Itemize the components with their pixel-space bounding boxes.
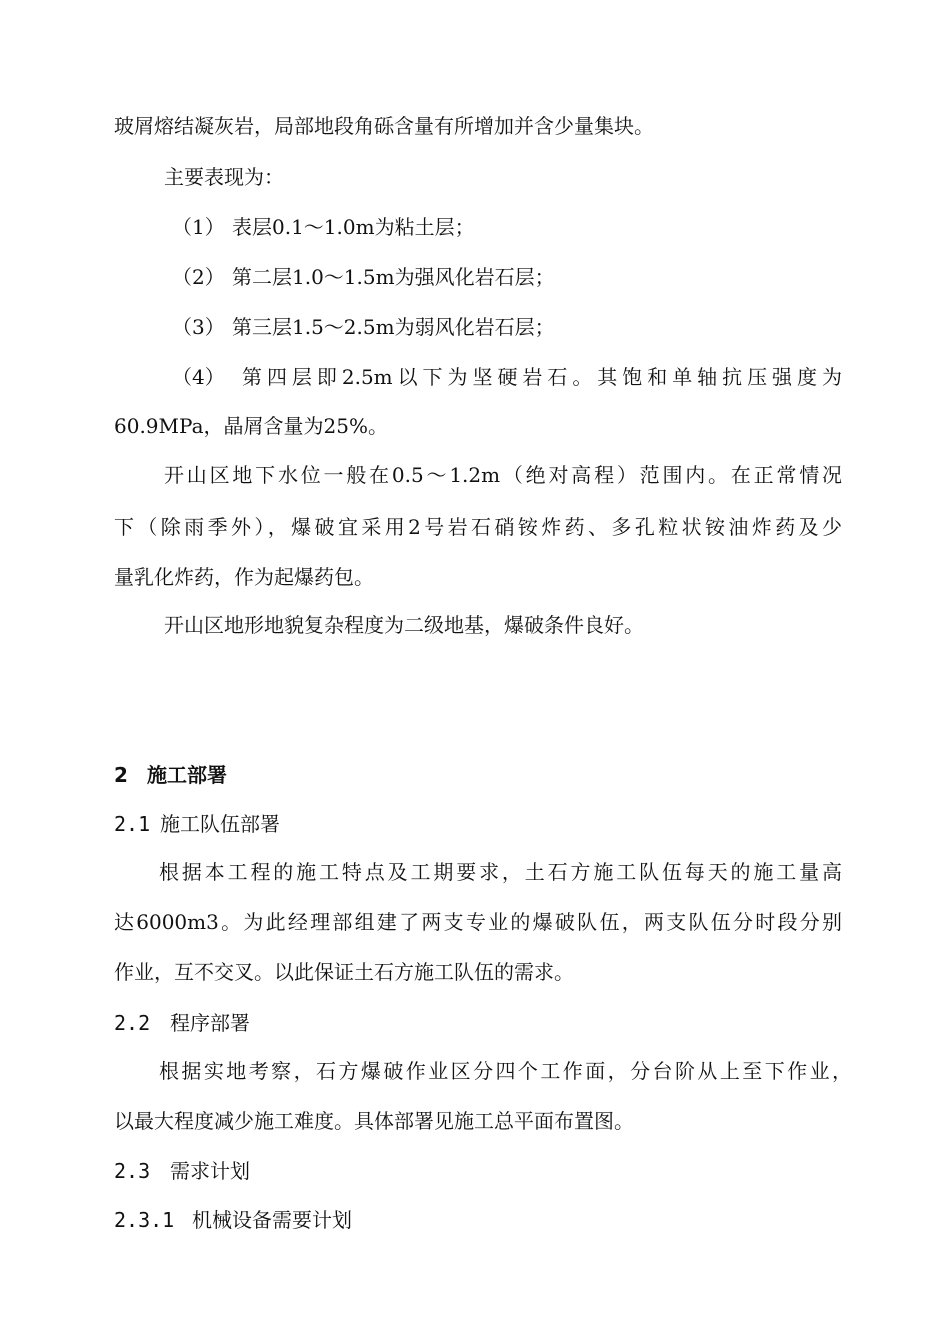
section-2-2-line-1: 根据实地考察，石方爆破作业区分四个工作面，分台阶从上至下作业，: [159, 1059, 852, 1083]
layer-2-text: 第二层1.0～1.5m为强风化岩石层；: [232, 265, 555, 289]
section-2-3-title: 需求计划: [170, 1159, 250, 1183]
layer-1-text: 表层0.1～1.0m为粘土层；: [232, 215, 475, 239]
layer-1-number: （1）: [172, 215, 225, 239]
layer-3-number: （3）: [172, 315, 225, 339]
layer-2-number: （2）: [172, 265, 225, 289]
section-2-3-number: 2.3: [114, 1159, 151, 1183]
section-2-title: 施工部署: [147, 763, 227, 787]
intro-line-1: 玻屑熔结凝灰岩，局部地段角砾含量有所增加并含少量集块。: [114, 114, 654, 138]
groundwater-line-1: 开山区地下水位一般在0.5～1.2m（绝对高程）范围内。在正常情况: [164, 463, 842, 487]
section-2-1-number: 2.1: [114, 812, 151, 836]
section-2-2-line-2: 以最大程度减少施工难度。具体部署见施工总平面布置图。: [114, 1109, 634, 1133]
groundwater-line-2: 下（除雨季外），爆破宜采用2号岩石硝铵炸药、多孔粒状铵油炸药及少: [114, 515, 842, 539]
section-2-1-line-3: 作业，互不交叉。以此保证土石方施工队伍的需求。: [114, 960, 574, 984]
terrain-paragraph: 开山区地形地貌复杂程度为二级地基，爆破条件良好。: [164, 613, 644, 637]
section-2-1-line-1: 根据本工程的施工特点及工期要求，土石方施工队伍每天的施工量高: [159, 860, 842, 884]
groundwater-line-3: 量乳化炸药，作为起爆药包。: [114, 565, 374, 589]
section-2-2-number: 2.2: [114, 1011, 151, 1035]
layer-3-text: 第三层1.5～2.5m为弱风化岩石层；: [232, 315, 555, 339]
layer-4-text: 第四层即2.5m以下为坚硬岩石。其饱和单轴抗压强度为: [242, 365, 842, 389]
intro-line-2: 主要表现为：: [164, 165, 284, 189]
layer-4-number: （4）: [172, 365, 225, 389]
section-2-3-1-number: 2.3.1: [114, 1208, 175, 1232]
section-2-3-1-title: 机械设备需要计划: [192, 1208, 352, 1232]
section-2-number: 2: [114, 763, 128, 787]
layer-4-continuation: 60.9MPa，晶屑含量为25%。: [114, 414, 388, 438]
section-2-1-title: 施工队伍部署: [160, 812, 280, 836]
section-2-2-title: 程序部署: [170, 1011, 250, 1035]
section-2-1-line-2: 达6000m3。为此经理部组建了两支专业的爆破队伍，两支队伍分时段分别: [114, 910, 842, 934]
